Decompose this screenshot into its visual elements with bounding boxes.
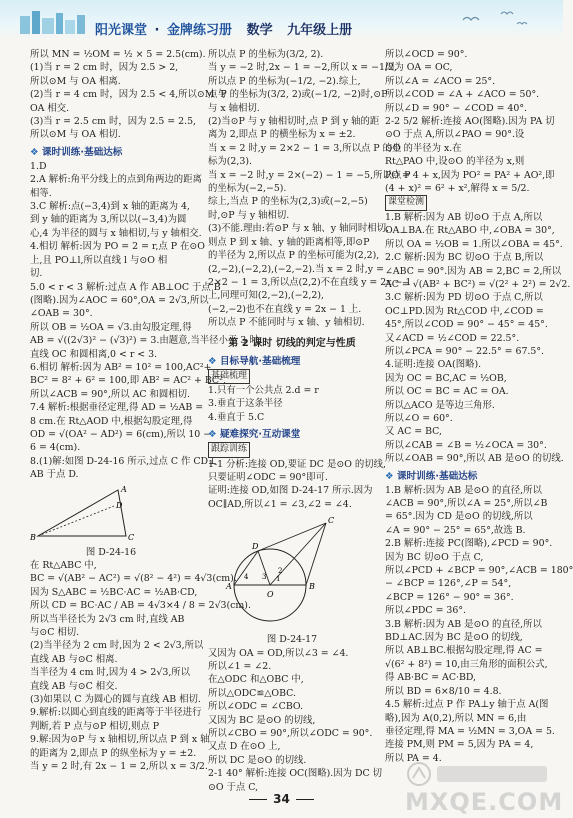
text-line: 所以点 P 的坐标为(−1/2, −2).综上, [208, 75, 361, 87]
text-line: 1.B 解析:因为 AB 是⊙O 的直径,所以 [385, 484, 542, 496]
text-line: 1.D [30, 160, 47, 172]
text-line: 又点 D 在⊙O 上, [208, 741, 281, 753]
text-line: 所以∠ACB = 90°,所以 AC 和圆相切. [30, 388, 190, 400]
header-title [95, 19, 352, 38]
text-line: 因为 OA = OC, [385, 62, 453, 74]
text-line: 所以 DC 是⊙O 的切线. [208, 754, 307, 766]
text-line: ∠A = 90° − 25° = 65°,故选 B. [385, 524, 526, 536]
subject-label: 数学 [246, 23, 273, 38]
text-line: 所以∠PDC = 36°. [385, 605, 467, 617]
text-line: 与 x 轴相切. [208, 102, 260, 114]
text-line: 的半径为 2,所以点 P 的坐标可能为(2,2), [208, 250, 380, 262]
section-heading: ❖ 目标导航·基础梳理 [208, 353, 376, 367]
header-banner [0, 0, 563, 40]
text-line: 判断,若 P 点与⊙P 相切,则点 P [30, 720, 160, 732]
text-line: 所以∠1 = ∠2. [208, 661, 272, 672]
figure-caption: 图 D-24-16 [85, 546, 137, 558]
text-line: (2,−2),(−2,2),(−2,−2).当 x = 2 时,y = [208, 263, 384, 275]
text-line: 因为 S△ABC = ½BC·AC = ½AB·CD, [30, 586, 198, 598]
text-line: √(6² + 8²) = 10,由三角形的面积公式, [385, 658, 548, 670]
text-line: (3)如果以 C 为圆心的圆与直线 AB 相切. [30, 694, 201, 706]
text-line: OD = √(OA² − AD²) = 6(cm),所以 10 − [30, 428, 212, 440]
text-line: 当 x = 2 时,y = 2×2 − 1 = 3,所以点 P 的坐 [208, 142, 402, 154]
series-name: 金牌练习册 [167, 23, 233, 38]
text-line: 所以∠ODC = ∠CBO. [208, 701, 304, 713]
text-line: 6.相切 解析:因为 AB² = 10² = 100,AC²+ [30, 361, 212, 373]
text-line: AB 于点 D. [30, 469, 79, 481]
text-line: 9.解析:以圆心到直线的距离等于半径进行 [30, 707, 202, 719]
text-line: 4.5 解析:过点 P 作 PA⊥y 轴于点 A(图 [385, 699, 549, 711]
lesson-title: 第 2 课时 切线的判定与性质 [228, 337, 356, 349]
text-line: 综上,当点 P 的坐标为(2,3)或(−2,−5) [208, 196, 368, 208]
birds-icon [453, 6, 533, 34]
text-line: 到 y 轴的距离为 3,所以以(−3,4)为圆 [30, 214, 187, 226]
text-line: BC² = 8² + 6² = 100,即 AB² = AC² + BC², [30, 375, 226, 387]
text-line: 所以∠CBO = 90°,所以∠ODC = 90°. [208, 728, 373, 740]
fig1-label-d: D [116, 500, 123, 510]
section-heading: ❖ 课时训练·基础达标 [30, 144, 192, 158]
book-cityscape-icon [18, 8, 88, 34]
text-line: 1.只有一个公共点 2.d = r [208, 384, 319, 396]
text-line: 因为 BC 切⊙O 于点 C, [385, 551, 484, 563]
text-line: 在 Rt△ABC 中, [30, 560, 97, 571]
text-line: (2)当⊙P 与 y 轴相切时,点 P 到 y 轴的距 [208, 116, 380, 128]
text-line: 2×2 − 1 = 3,所以点(2,2)不在直线 y = 2x − 1 [208, 276, 412, 288]
text-line: 又因为 OA = OD,所以∠3 = ∠4. [208, 647, 349, 659]
text-line: (1)当 r = 2 cm 时，因为 2.5 > 2, [30, 62, 179, 74]
text-line: ∠BCP = 126° − 90° = 36°. [385, 591, 514, 603]
text-line: 所以⊙M 与 OA 相离. [30, 75, 121, 87]
text-line: 当 y = −2 时,2x − 1 = −2,所以 x = −1/2, [208, 62, 398, 74]
text-line: 在△ODC 和△OBC 中, [208, 674, 304, 686]
text-line: 连接 PM,则 PM = 5,因为 PA = 4, [385, 739, 534, 751]
figure-caption: 图 D-24-17 [266, 634, 318, 646]
text-line: 所以 BD = 6×8/10 = 4.8. [385, 685, 502, 697]
text-line: (2)当半径为 2 cm 时,因为 2 < 2√3,所以 [30, 640, 204, 652]
text-line: 证明:连接 OD,如图 D-24-17 所示.因为 [208, 485, 373, 497]
watermark [405, 760, 564, 816]
fig1-label-c: C [128, 532, 135, 542]
text-line: 只要证明∠ODC = 90°即可. [208, 471, 328, 483]
text-line: 离为 2,即点 P 的横坐标为 x = ±2. [208, 129, 356, 141]
text-line: Rt△PAO 中,设⊙O 的半径为 x,则 [385, 156, 525, 168]
text-line: 2.A 解析:角平分线上的点到角两边的距离 [30, 174, 202, 186]
fig2-label-a: A [226, 582, 232, 592]
text-line: 相等. [30, 187, 52, 199]
text-line: 45°,所以∠COD = 90° − 45° = 45°. [385, 319, 548, 331]
fig2-label-d: D [252, 542, 259, 552]
text-line: 所以∠COD = ∠A + ∠ACO = 50°. [385, 89, 540, 101]
text-line: BC = √(AB² − AC²) = √(8² − 4²) = 4√3(cm). [30, 573, 237, 585]
page-number: 34 [273, 792, 290, 806]
text-line: 所以∠PCA = 90° − 22.5° = 67.5°. [385, 345, 545, 357]
figure-d-24-16 [30, 484, 192, 544]
watermark-text: MXQE.COM [405, 788, 564, 816]
text-line: 所以∠CAB = ∠B = ½∠OCA = 30°. [385, 439, 547, 451]
text-line: 与⊙C 相切. [30, 627, 80, 639]
text-line: 略),因为 A(0,2),所以 MN = 6,由 [385, 712, 527, 724]
text-line: 上,同理可知(2,−2),(−2,2), [208, 290, 324, 302]
text-line: = 65°.因为 CD 是⊙O 的切线,所以 [385, 511, 533, 523]
text-line: 所以△ACO 是等边三角形. [385, 399, 495, 411]
text-line: ⊙O 于点 C, [208, 781, 259, 793]
text-line: 所以∠OAB = 90°,所以 AB 是⊙O 的切线. [385, 453, 564, 465]
text-line: 标为(2,3). [208, 156, 252, 168]
text-line: 当 y = 2 时,有 2x − 1 = 2,所以 x = 3/2. [30, 761, 208, 773]
text-line: 8.(1)解:如图 D-24-16 所示,过点 C 作 CD⊥ [30, 455, 217, 467]
text-line: ∠OAB = 30°. [30, 308, 93, 320]
brand-name: 阳光课堂 [95, 23, 148, 38]
boxed-label: 课堂检测 [385, 195, 557, 210]
text-line: 又∠ACD = ½∠COD = 22.5°. [385, 332, 520, 344]
text-line: 9.解:因为⊙P 与 x 轴相切,所以点 P 到 x 轴 [30, 734, 210, 746]
text-line: 切. [30, 268, 43, 280]
text-line: 所以△ODC≌△OBC. [208, 687, 296, 699]
text-line: 所以∠O = 60°. [385, 412, 453, 424]
fig2-label-b: B [309, 582, 315, 592]
text-line: 4.证明:连接 OA(图略). [385, 359, 482, 371]
triangle-figure [30, 484, 150, 542]
text-line: OA 相交. [30, 102, 70, 114]
text-line: 所以∠PCD + ∠BCP = 90°,∠ACB = 180° [385, 565, 573, 577]
fig2-label-o: O [267, 590, 274, 600]
text-line: OC∥AD,所以∠1 = ∠3,∠2 = ∠4. [208, 498, 352, 510]
text-line: 因为 OC = BC,AC = ½OB, [385, 372, 507, 384]
fig2-label-c: C [328, 516, 335, 526]
text-line: 2.B 解析:连接 PC(图略),∠PCD = 90°. [385, 538, 553, 550]
text-line: 直线 OC 和圆相离,0 < r < 3. [30, 348, 158, 360]
text-line: 所以∠D = 90° − ∠COD = 40°. [385, 102, 528, 114]
text-line: 所以 OC = BC = AC = OA. [385, 386, 509, 398]
text-line: 6 = 4(cm). [30, 442, 81, 454]
text-line: 得 AB·BC = AC·BD, [385, 672, 477, 684]
text-line: ⊙O 于点 A,所以∠PAO = 90°.设 [385, 129, 525, 141]
text-line: 所以 CD = BC·AC / AB = 4√3×4 / 8 = 2√3(cm). [30, 600, 251, 612]
text-line: 3.C 解析:点(−3,4)到 x 轴的距离为 4, [30, 201, 190, 213]
text-line: ⊙O 的半径为 x.在 [385, 142, 462, 154]
fig1-label-b: B [30, 532, 36, 542]
text-line: − ∠BCP = 126°,∠P = 54°, [385, 578, 512, 590]
fig2-label-3: 3 [262, 573, 267, 582]
boxed-label: 跟踪训练 [208, 442, 376, 457]
text-line: 1-1 分析:连接 OD,要证 DC 是⊙O 的切线, [208, 458, 386, 470]
fig2-label-4: 4 [244, 573, 249, 582]
column-right [385, 48, 573, 788]
text-line: (图略).因为∠AOC = 60°,OA = 2√3,所以 [30, 294, 209, 306]
text-line: 2-2 5/2 解析:连接 AO(图略).因为 PA 切 [385, 116, 555, 128]
circle-tangent-figure [208, 513, 358, 629]
text-line: 直线 AB 与⊙C 相交. [30, 680, 118, 692]
text-line: 又因为 BC 是⊙O 的切线, [208, 714, 316, 726]
text-line: 所以 MN = ½OM = ½ × 5 = 2.5(cm). [30, 49, 206, 60]
text-line: OA⊥BA.在 Rt△ABO 中,∠OBA = 30°, [385, 225, 555, 237]
text-line: 2.C 解析:因为 BC 切⊙O 于点 B,所以 [385, 252, 544, 264]
watermark-logo-icon [405, 760, 555, 788]
text-line: 垂径定理,得 MA = ½MN = 3,OA = 5. [385, 725, 555, 737]
text-line: (2)当 r = 4 cm 时，因为 2.5 < 4,所以⊙M 与 [30, 89, 227, 101]
text-line: 又 AC = BC, [385, 426, 442, 438]
text-line: 7.4 解析:根据垂径定理,得 AD = ½AB = [30, 402, 204, 414]
text-line: 时,⊙P 与 y 轴相切. [208, 209, 290, 221]
text-line: 直线 AB 与⊙C 相离. [30, 653, 118, 665]
text-line: 点 P 的坐标为(3/2, 2)或(−1/2, −2)时,⊙P [208, 89, 388, 101]
text-line: 则点 P 到 x 轴、y 轴的距离相等,即⊙P [208, 236, 370, 248]
fig1-label-a: A [121, 484, 127, 494]
text-line: (3)当 r = 2.5 cm 时，因为 2.5 = 2.5, [30, 116, 197, 128]
text-line: ∠ABC = 90°.因为 AB = 2,BC = 2,所以 [385, 265, 562, 277]
text-line: (−2,−2)也不在直线 y = 2x − 1 上. [208, 303, 362, 315]
text-line: 的距离为 2,即点 P 的纵坐标为 y = ±2. [30, 747, 197, 759]
text-line: (4 + x)² = 6² + x²,解得 x = 5/2. [385, 183, 530, 195]
text-line: 所以⊙M 与 OA 相切. [30, 129, 121, 141]
text-line: ∠ACB = 90°,所以∠A = 25°,所以∠B [385, 498, 548, 509]
text-line: 所以当半径长为 2√3 cm 时,直线 AB [30, 613, 185, 625]
text-line: 所以 OA = ½OB = 1.所以∠OBA = 45°. [385, 238, 563, 250]
text-line: BD⊥AC.因为 BC 是⊙O 的切线, [385, 632, 523, 644]
text-line: 3.B 解析:因为 AB 是⊙O 的直径,所以 [385, 618, 542, 630]
text-line: 所以点 P 的坐标为(3/2, 2). [208, 49, 324, 60]
figure-d-24-17 [208, 513, 376, 631]
text-line: 所以 AB⊥BC.根据勾股定理,得 AC = [385, 645, 543, 657]
text-line: 8 cm.在 Rt△AOD 中,根据勾股定理,得 [30, 415, 193, 427]
text-line: 4.垂直于 5.C [208, 411, 265, 423]
text-line: AB = √((2√3)² − (√3)²) = 3.由题意,当半径小于 3 时, [30, 335, 262, 347]
text-line: 1.B 解析:因为 AB 切⊙O 于点 A,所以 [385, 211, 543, 223]
text-line: 上,且 PO⊥l,所以直线 l 与⊙O 相 [30, 254, 168, 266]
section-heading: ❖ 疑难探究·互动课堂 [208, 426, 376, 440]
text-line: PO = 4 + x,因为 PO² = PA² + AO²,即 [385, 169, 555, 181]
boxed-label: 基础梳理 [208, 369, 376, 384]
text-line: 3.垂直于这条半径 [208, 398, 283, 410]
text-line: 当半径为 4 cm 时,因为 4 > 2√3,所以 [30, 667, 191, 679]
text-line: 4.相切 解析:因为 PO = 2 = r,点 P 在⊙O [30, 241, 205, 253]
text-line: 所以 OB = ½OA = √3.由勾股定理,得 [30, 321, 192, 333]
text-line: 2-1 40° 解析:连接 OC(图略).因为 DC 切 [208, 768, 382, 780]
text-line: AC = √(AB² + BC²) = √(2² + 2²) = 2√2. [385, 278, 571, 290]
section-heading: ❖ 课时训练·基础达标 [385, 468, 557, 482]
text-line: 心,4 为半径的圆与 x 轴相切,与 y 轴相交. [30, 227, 202, 239]
text-line: 5.0 < r < 3 解析:过点 A 作 AB⊥OC 于点 B [30, 281, 221, 293]
text-line: 所以点 P 不能同时与 x 轴、y 轴相切. [208, 317, 365, 329]
text-line: 3.C 解析:因为 PD 切⊙O 于点 C,所以 [385, 292, 543, 304]
text-line: OC⊥PD.因为 Rt△COD 中,∠COD = [385, 305, 544, 317]
text-line: 当 x = −2 时,y = 2×(−2) − 1 = −5,所以点 P [208, 169, 411, 181]
title-dot: · [154, 23, 160, 38]
grade-label: 九年级上册 [287, 23, 353, 38]
text-line: 的坐标为(−2,−5). [208, 183, 287, 195]
fig2-label-1: 1 [276, 575, 281, 584]
text-line: 所以∠OCD = 90°. [385, 49, 468, 60]
text-line: 所以 PA = 4. [385, 752, 442, 764]
fig2-label-2: 2 [278, 567, 283, 576]
text-line: (3)不能.理由:若⊙P 与 x 轴、y 轴同时相切, [208, 223, 389, 235]
text-line: 所以∠A = ∠ACO = 25°. [385, 75, 496, 87]
